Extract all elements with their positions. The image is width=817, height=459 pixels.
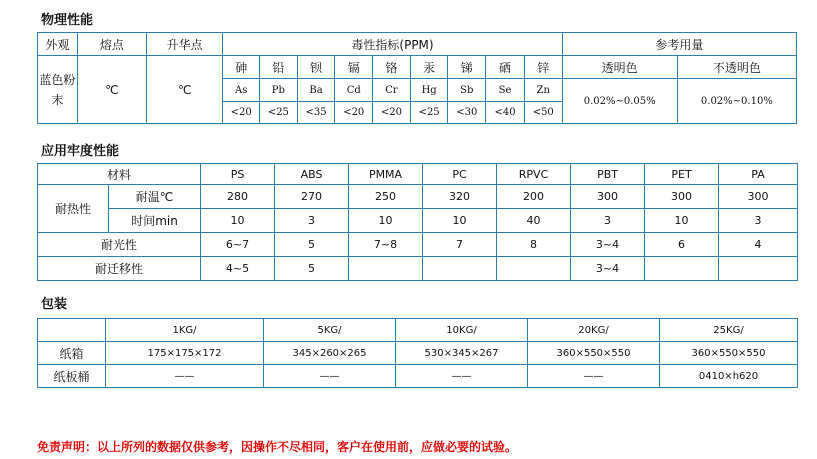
sublimation-point-value: ℃ — [146, 56, 222, 124]
element-symbol: Zn — [524, 79, 562, 102]
element-limit: <35 — [297, 102, 335, 124]
drum-dimensions: —— — [264, 365, 396, 388]
sublimation-point-header: 升华点 — [146, 33, 222, 56]
migration-value: 4~5 — [201, 257, 275, 281]
application-fastness-table — [37, 163, 798, 281]
light-fastness-value: 7~8 — [349, 233, 423, 257]
migration-value — [423, 257, 497, 281]
transparent-dosage-value: 0.02%~0.05% — [562, 79, 677, 124]
temperature-value: 300 — [719, 185, 798, 209]
temperature-value: 280 — [201, 185, 275, 209]
drum-dimensions: —— — [528, 365, 660, 388]
package-size: 1KG/ — [106, 319, 264, 342]
element-cn: 镉 — [335, 56, 373, 79]
element-symbol: Pb — [260, 79, 298, 102]
migration-resistance-label: 耐迁移性 — [38, 257, 201, 281]
element-limit: <20 — [373, 102, 411, 124]
element-cn: 锌 — [524, 56, 562, 79]
migration-value — [645, 257, 719, 281]
heat-resistance-label: 耐热性 — [38, 185, 109, 233]
material-name: RPVC — [497, 164, 571, 185]
element-cn: 砷 — [223, 56, 260, 79]
dosage-header: 参考用量 — [562, 33, 796, 56]
time-label: 时间min — [109, 209, 201, 233]
drum-dimensions: —— — [106, 365, 264, 388]
element-symbol: Sb — [448, 79, 486, 102]
element-symbol: As — [223, 79, 260, 102]
migration-value: 5 — [275, 257, 349, 281]
melting-point-value: ℃ — [77, 56, 146, 124]
light-fastness-value: 6~7 — [201, 233, 275, 257]
element-cn: 硒 — [486, 56, 525, 79]
element-cn: 汞 — [410, 56, 448, 79]
element-limit: <50 — [524, 102, 562, 124]
package-size: 25KG/ — [660, 319, 798, 342]
package-size: 20KG/ — [528, 319, 660, 342]
opaque-label: 不透明色 — [677, 56, 796, 79]
material-name: PS — [201, 164, 275, 185]
material-name: PMMA — [349, 164, 423, 185]
element-symbol: Se — [486, 79, 525, 102]
drum-dimensions: —— — [396, 365, 528, 388]
element-symbol: Cd — [335, 79, 373, 102]
fiber-drum-label: 纸板桶 — [38, 365, 106, 388]
melting-point-header: 熔点 — [77, 33, 146, 56]
element-symbol: Hg — [410, 79, 448, 102]
packaging-table — [37, 318, 798, 388]
physical-properties-table — [37, 32, 797, 124]
disclaimer: 免责声明：以上所列的数据仅供参考，因操作不尽相同，客户在使用前，应做必要的试验。 — [37, 440, 518, 454]
time-value: 3 — [275, 209, 349, 233]
material-name: ABS — [275, 164, 349, 185]
migration-value — [349, 257, 423, 281]
application-section-title: 应用牢度性能 — [41, 144, 120, 159]
element-cn: 锑 — [448, 56, 486, 79]
appearance-header: 外观 — [38, 33, 78, 56]
temperature-value: 200 — [497, 185, 571, 209]
time-value: 10 — [423, 209, 497, 233]
light-fastness-value: 4 — [719, 233, 798, 257]
drum-dimensions: 0410×h620 — [660, 365, 798, 388]
light-fastness-value: 3~4 — [571, 233, 645, 257]
temperature-value: 300 — [645, 185, 719, 209]
material-name: PA — [719, 164, 798, 185]
element-limit: <25 — [260, 102, 298, 124]
material-header: 材料 — [38, 164, 201, 185]
time-value: 10 — [645, 209, 719, 233]
material-name: PBT — [571, 164, 645, 185]
element-symbol: Ba — [297, 79, 335, 102]
physical-section-title: 物理性能 — [41, 13, 94, 28]
migration-value: 3~4 — [571, 257, 645, 281]
package-size: 5KG/ — [264, 319, 396, 342]
time-value: 3 — [719, 209, 798, 233]
opaque-dosage-value: 0.02%~0.10% — [677, 79, 796, 124]
toxicity-header: 毒性指标(PPM) — [223, 33, 562, 56]
packaging-section-title: 包装 — [41, 297, 68, 312]
light-fastness-value: 7 — [423, 233, 497, 257]
element-limit: <40 — [486, 102, 525, 124]
light-fastness-value: 8 — [497, 233, 571, 257]
element-cn: 钡 — [297, 56, 335, 79]
element-symbol: Cr — [373, 79, 411, 102]
carton-label: 纸箱 — [38, 342, 106, 365]
transparent-label: 透明色 — [562, 56, 677, 79]
migration-value — [719, 257, 798, 281]
element-limit: <20 — [223, 102, 260, 124]
carton-dimensions: 530×345×267 — [396, 342, 528, 365]
carton-dimensions: 175×175×172 — [106, 342, 264, 365]
element-limit: <25 — [410, 102, 448, 124]
temperature-value: 270 — [275, 185, 349, 209]
time-value: 40 — [497, 209, 571, 233]
migration-value — [497, 257, 571, 281]
carton-dimensions: 345×260×265 — [264, 342, 396, 365]
appearance-value: 蓝色粉末 — [38, 56, 78, 124]
light-fastness-label: 耐光性 — [38, 233, 201, 257]
packaging-corner-cell — [38, 319, 106, 342]
temperature-value: 300 — [571, 185, 645, 209]
time-value: 3 — [571, 209, 645, 233]
temperature-value: 250 — [349, 185, 423, 209]
element-cn: 铬 — [373, 56, 411, 79]
temperature-value: 320 — [423, 185, 497, 209]
carton-dimensions: 360×550×550 — [528, 342, 660, 365]
material-name: PET — [645, 164, 719, 185]
light-fastness-value: 5 — [275, 233, 349, 257]
material-name: PC — [423, 164, 497, 185]
element-limit: <30 — [448, 102, 486, 124]
light-fastness-value: 6 — [645, 233, 719, 257]
time-value: 10 — [201, 209, 275, 233]
element-limit: <20 — [335, 102, 373, 124]
element-cn: 铅 — [260, 56, 298, 79]
temperature-label: 耐温℃ — [109, 185, 201, 209]
carton-dimensions: 360×550×550 — [660, 342, 798, 365]
package-size: 10KG/ — [396, 319, 528, 342]
time-value: 10 — [349, 209, 423, 233]
